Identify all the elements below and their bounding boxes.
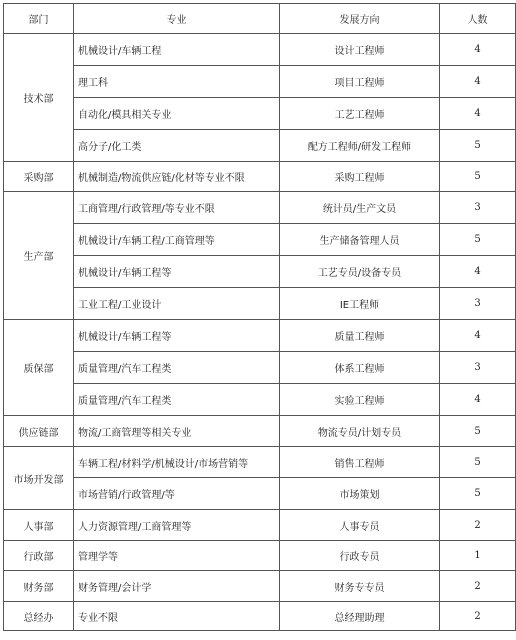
table-body bbox=[4, 34, 516, 631]
direction-cell: 设计工程师 bbox=[280, 34, 440, 66]
major-cell: 机械设计/车辆工程 bbox=[74, 34, 280, 66]
table-row bbox=[4, 510, 516, 541]
direction-cell: 市场策划 bbox=[280, 478, 440, 510]
major-cell: 高分子/化工类 bbox=[74, 130, 280, 162]
major-cell: 机械设计/车辆工程等 bbox=[74, 320, 280, 352]
direction-cell: 生产储备管理人员 bbox=[280, 224, 440, 256]
direction-cell: 物流专员/计划专员 bbox=[280, 416, 440, 447]
count-cell: 5 bbox=[440, 224, 516, 256]
table-row bbox=[4, 602, 516, 631]
major-cell: 车辆工程/材料学/机械设计/市场营销等 bbox=[74, 447, 280, 478]
direction-cell: IE工程师 bbox=[280, 288, 440, 320]
major-cell: 质量管理/汽车工程类 bbox=[74, 384, 280, 416]
dept-cell: 采购部 bbox=[4, 162, 74, 192]
table-row bbox=[4, 288, 516, 320]
major-cell: 机械设计/车辆工程等 bbox=[74, 256, 280, 288]
table-row bbox=[4, 320, 516, 352]
direction-cell: 人事专员 bbox=[280, 510, 440, 541]
direction-cell: 工艺专员/设备专员 bbox=[280, 256, 440, 288]
major-cell: 工业工程/工业设计 bbox=[74, 288, 280, 320]
table-row bbox=[4, 34, 516, 66]
count-cell: 5 bbox=[440, 130, 516, 162]
major-cell: 机械制造/物流供应链/化材等专业不限 bbox=[74, 162, 280, 192]
count-cell: 4 bbox=[440, 98, 516, 130]
table-row bbox=[4, 384, 516, 416]
count-cell: 2 bbox=[440, 602, 516, 631]
table-row bbox=[4, 224, 516, 256]
table-row bbox=[4, 541, 516, 571]
dept-cell: 生产部 bbox=[4, 192, 74, 320]
direction-cell: 质量工程师 bbox=[280, 320, 440, 352]
count-cell: 2 bbox=[440, 571, 516, 602]
major-cell: 自动化/模具相关专业 bbox=[74, 98, 280, 130]
direction-cell: 财务专专员 bbox=[280, 571, 440, 602]
dept-cell: 质保部 bbox=[4, 320, 74, 416]
dept-cell: 总经办 bbox=[4, 602, 74, 631]
major-cell: 财务管理/会计学 bbox=[74, 571, 280, 602]
count-cell: 3 bbox=[440, 288, 516, 320]
direction-cell: 行政专员 bbox=[280, 541, 440, 571]
dept-cell: 市场开发部 bbox=[4, 447, 74, 510]
recruitment-table bbox=[3, 3, 516, 631]
count-cell: 4 bbox=[440, 256, 516, 288]
major-cell: 物流/工商管理等相关专业 bbox=[74, 416, 280, 447]
count-cell: 4 bbox=[440, 320, 516, 352]
table-row bbox=[4, 98, 516, 130]
table-row bbox=[4, 416, 516, 447]
dept-cell: 技术部 bbox=[4, 34, 74, 162]
table-row bbox=[4, 256, 516, 288]
table-row bbox=[4, 130, 516, 162]
table-row bbox=[4, 192, 516, 224]
table-row bbox=[4, 571, 516, 602]
direction-cell: 体系工程师 bbox=[280, 352, 440, 384]
count-cell: 4 bbox=[440, 34, 516, 66]
header-dept: 部门 bbox=[4, 4, 74, 34]
count-cell: 5 bbox=[440, 447, 516, 478]
count-cell: 1 bbox=[440, 541, 516, 571]
count-cell: 5 bbox=[440, 162, 516, 192]
direction-cell: 实验工程师 bbox=[280, 384, 440, 416]
table-row bbox=[4, 447, 516, 478]
count-cell: 4 bbox=[440, 66, 516, 98]
count-cell: 3 bbox=[440, 352, 516, 384]
count-cell: 3 bbox=[440, 192, 516, 224]
count-cell: 4 bbox=[440, 384, 516, 416]
header-row bbox=[4, 4, 516, 34]
dept-cell: 行政部 bbox=[4, 541, 74, 571]
table-row bbox=[4, 352, 516, 384]
header-direction: 发展方向 bbox=[280, 4, 440, 34]
table-row bbox=[4, 66, 516, 98]
major-cell: 管理学等 bbox=[74, 541, 280, 571]
dept-cell: 财务部 bbox=[4, 571, 74, 602]
major-cell: 质量管理/汽车工程类 bbox=[74, 352, 280, 384]
major-cell: 理工科 bbox=[74, 66, 280, 98]
direction-cell: 统计员/生产文员 bbox=[280, 192, 440, 224]
count-cell: 5 bbox=[440, 416, 516, 447]
count-cell: 5 bbox=[440, 478, 516, 510]
dept-cell: 人事部 bbox=[4, 510, 74, 541]
dept-cell: 供应链部 bbox=[4, 416, 74, 447]
table-row bbox=[4, 162, 516, 192]
direction-cell: 总经理助理 bbox=[280, 602, 440, 631]
header-major: 专业 bbox=[74, 4, 280, 34]
major-cell: 专业不限 bbox=[74, 602, 280, 631]
direction-cell: 配方工程师/研发工程师 bbox=[280, 130, 440, 162]
count-cell: 2 bbox=[440, 510, 516, 541]
direction-cell: 项目工程师 bbox=[280, 66, 440, 98]
major-cell: 机械设计/车辆工程/工商管理等 bbox=[74, 224, 280, 256]
direction-cell: 销售工程师 bbox=[280, 447, 440, 478]
major-cell: 市场营销/行政管理/等 bbox=[74, 478, 280, 510]
header-count: 人数 bbox=[440, 4, 516, 34]
major-cell: 工商管理/行政管理/等专业不限 bbox=[74, 192, 280, 224]
direction-cell: 工艺工程师 bbox=[280, 98, 440, 130]
direction-cell: 采购工程师 bbox=[280, 162, 440, 192]
table-row bbox=[4, 478, 516, 510]
major-cell: 人力资源管理/工商管理等 bbox=[74, 510, 280, 541]
